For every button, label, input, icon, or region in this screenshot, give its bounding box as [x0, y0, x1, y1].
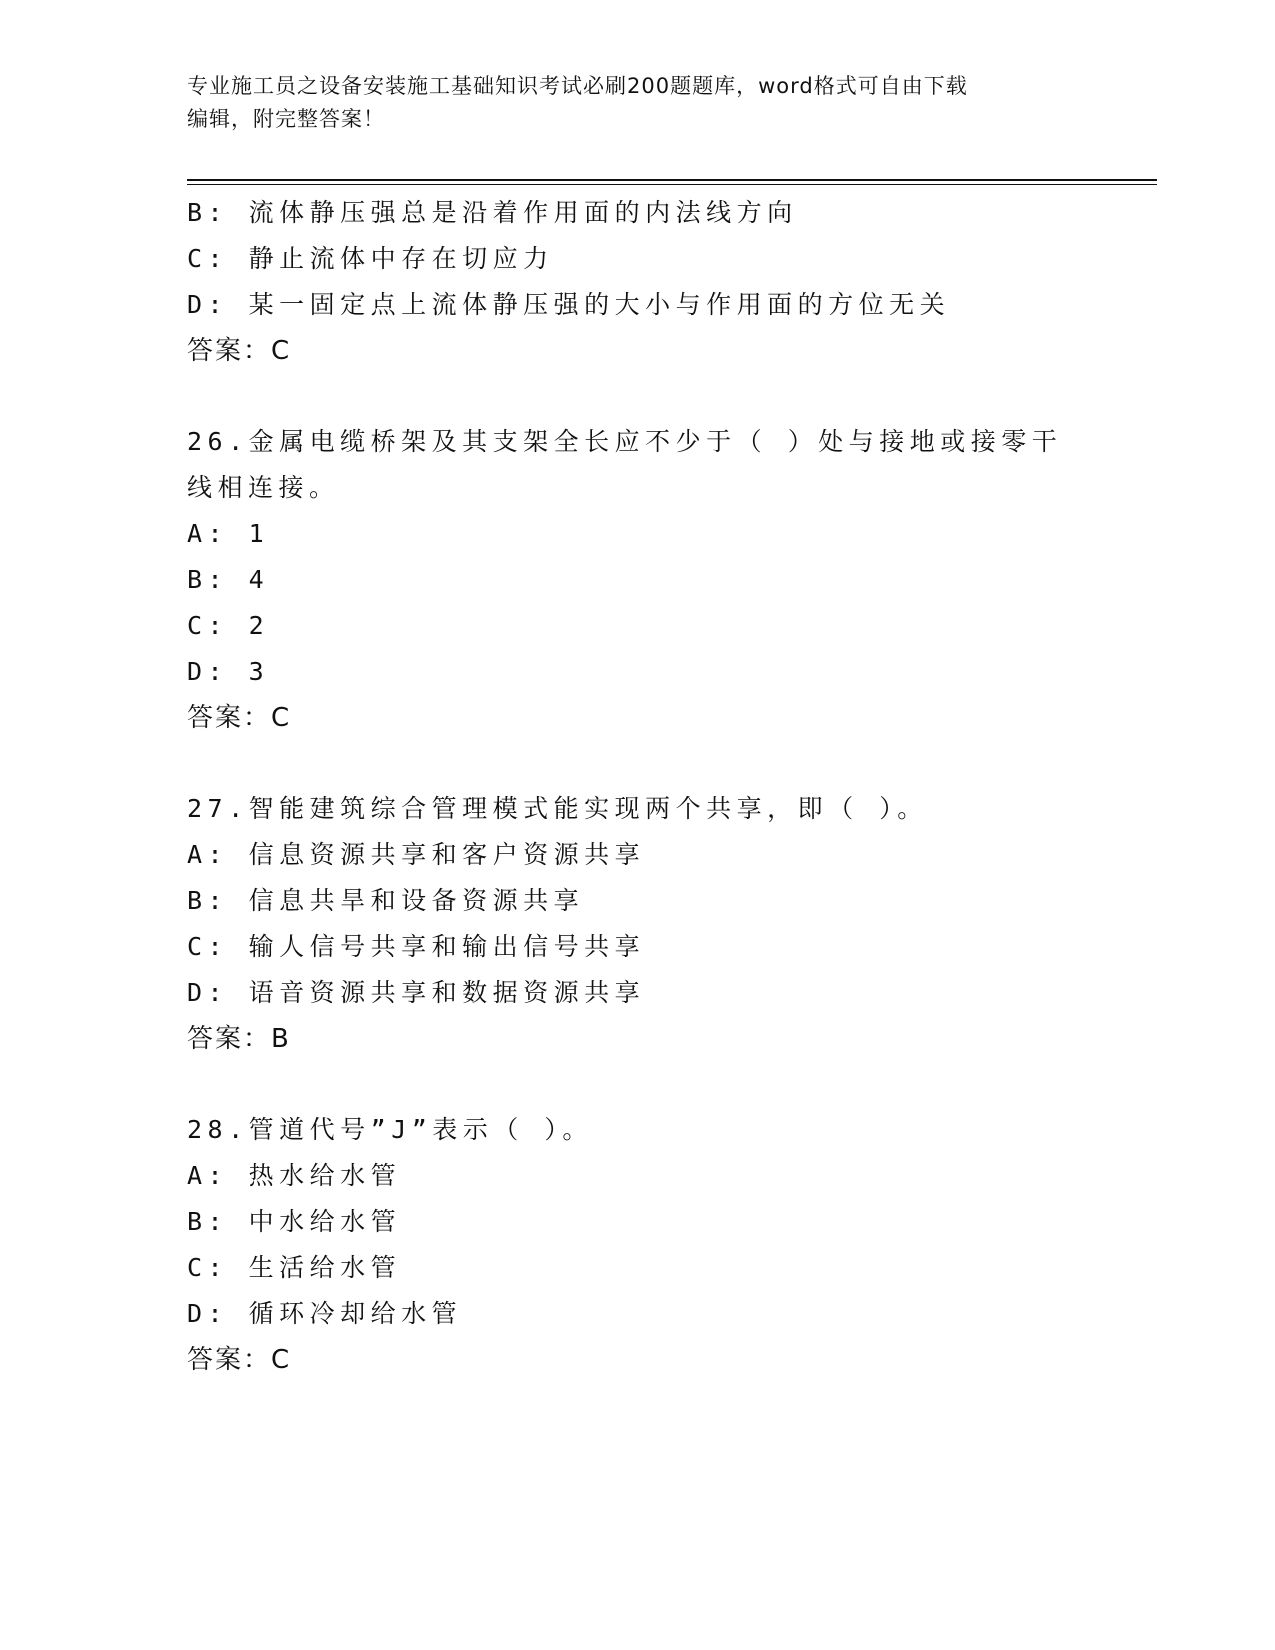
- document-header: [187, 70, 1067, 136]
- question-25-continued: [187, 190, 1067, 374]
- option-b: B: 中水给水管: [187, 1207, 402, 1236]
- option-c: C: 静止流体中存在切应力: [187, 244, 554, 273]
- option-d: D: 循环冷却给水管: [187, 1299, 463, 1328]
- option-b: B: 4: [187, 565, 270, 594]
- header-line-2: 编辑，附完整答案！: [187, 107, 385, 131]
- option-b: B: 信息共旱和设备资源共享: [187, 886, 585, 915]
- option-c: C: 输人信号共享和输出信号共享: [187, 932, 646, 961]
- answer-line: 答案：C: [187, 336, 292, 366]
- option-d: D: 某一固定点上流体静压强的大小与作用面的方位无关: [187, 290, 951, 319]
- header-divider-thin: [187, 184, 1157, 185]
- option-a: A: 信息资源共享和客户资源共享: [187, 840, 646, 869]
- question-stem: 27.智能建筑综合管理模式能实现两个共享，即（ ）。: [187, 794, 928, 823]
- question-stem: 28.管道代号”J”表示（ ）。: [187, 1115, 593, 1144]
- answer-line: 答案：C: [187, 703, 292, 733]
- option-b: B: 流体静压强总是沿着作用面的内法线方向: [187, 198, 798, 227]
- option-a: A: 1: [187, 519, 270, 548]
- option-d: D: 3: [187, 657, 270, 686]
- answer-line: 答案：C: [187, 1345, 292, 1375]
- question-27: [187, 786, 1067, 1062]
- option-a: A: 热水给水管: [187, 1161, 402, 1190]
- header-line-1: 专业施工员之设备安装施工基础知识考试必刷200题题库，word格式可自由下载: [187, 74, 968, 98]
- header-divider-thick: [187, 179, 1157, 181]
- question-26: [187, 419, 1067, 741]
- option-d: D: 语音资源共享和数据资源共享: [187, 978, 646, 1007]
- question-stem: 26.金属电缆桥架及其支架全长应不少于（ ）处与接地或接零干线相连接。: [187, 427, 1063, 502]
- question-28: [187, 1107, 1067, 1383]
- question-list: [187, 190, 1067, 1383]
- option-c: C: 生活给水管: [187, 1253, 402, 1282]
- option-c: C: 2: [187, 611, 270, 640]
- answer-line: 答案：B: [187, 1024, 291, 1054]
